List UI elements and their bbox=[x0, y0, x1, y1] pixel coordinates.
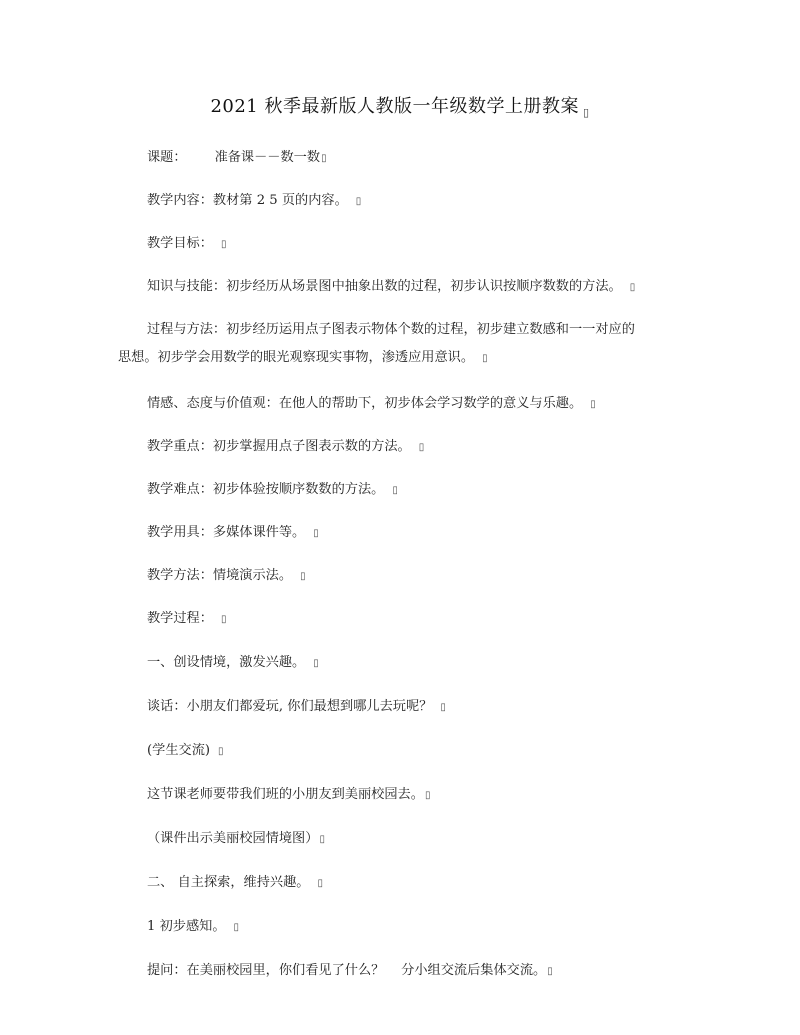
paragraph-mark: ▯ bbox=[440, 702, 446, 713]
teaching-process-text: 教学过程： bbox=[147, 611, 213, 626]
talk-text: 谈话：小朋友们都爱玩, 你们最想到哪儿去玩呢？ bbox=[147, 699, 433, 714]
courseware-text: （课件出示美丽校园情境图） bbox=[147, 831, 319, 846]
key-point-text: 教学重点：初步掌握用点子图表示数的方法。 bbox=[147, 439, 411, 454]
teaching-content-text: 教学内容：教材第 2 5 页的内容。 bbox=[147, 193, 348, 208]
paragraph-teaching-tools bbox=[147, 522, 707, 545]
paragraph-section-one bbox=[147, 652, 707, 675]
paragraph-teaching-process bbox=[147, 608, 707, 631]
paragraph-mark: ▯ bbox=[319, 834, 325, 845]
paragraph-mark: ▯ bbox=[313, 528, 319, 539]
paragraph-mark: ▯ bbox=[355, 196, 362, 207]
knowledge-skills-text: 知识与技能：初步经历从场景图中抽象出数的过程，初步认识按顺序数数的方法。 bbox=[147, 279, 622, 294]
paragraph-mark: ▯ bbox=[418, 442, 425, 453]
paragraph-mark: ▯ bbox=[424, 790, 431, 801]
paragraph-process-method-continuation bbox=[118, 347, 718, 370]
paragraph-mark: ▯ bbox=[300, 571, 306, 582]
paragraph-section-two bbox=[147, 872, 707, 895]
paragraph-mark: ▯ bbox=[220, 614, 227, 625]
process-method-text: 过程与方法：初步经历运用点子图表示物体个数的过程，初步建立数感和一一对应的 bbox=[147, 322, 635, 337]
paragraph-mark: ▯ bbox=[629, 282, 636, 293]
paragraph-process-method bbox=[147, 319, 707, 341]
paragraph-mark: ▯ bbox=[313, 658, 319, 669]
teaching-tools-text: 教学用具：多媒体课件等。 bbox=[147, 525, 306, 540]
paragraph-mark: ▯ bbox=[233, 922, 240, 933]
paragraph-question bbox=[147, 960, 707, 983]
title-text: 2021 秋季最新版人教版一年级数学上册教案 bbox=[210, 96, 579, 117]
paragraph-teacher-intro bbox=[147, 784, 707, 807]
student-exchange-text: (学生交流) bbox=[147, 743, 211, 758]
difficult-point-text: 教学难点：初步体验按顺序数数的方法。 bbox=[147, 482, 385, 497]
process-method-continuation-text: 思想。初步学会用数学的眼光观察现实事物，渗透应用意识。 bbox=[118, 350, 475, 365]
emotion-attitude-text: 情感、态度与价值观：在他人的帮助下，初步体会学习数学的意义与乐趣。 bbox=[147, 396, 583, 411]
teaching-goals-text: 教学目标： bbox=[147, 236, 213, 251]
section-one-text: 一、创设情境，激发兴趣。 bbox=[147, 655, 306, 670]
paragraph-teaching-method bbox=[147, 565, 707, 588]
lesson-topic-text: 准备课－－数一数 bbox=[214, 150, 321, 165]
paragraph-mark: ▯ bbox=[590, 399, 596, 410]
paragraph-mark: ▯ bbox=[321, 153, 327, 164]
document-title bbox=[0, 92, 800, 119]
paragraph-mark: ▯ bbox=[547, 966, 553, 977]
teacher-intro-text: 这节课老师要带我们班的小朋友到美丽校园去。 bbox=[147, 787, 424, 802]
paragraph-courseware bbox=[147, 828, 707, 851]
paragraph-knowledge-skills bbox=[147, 276, 707, 299]
paragraph-mark: ▯ bbox=[218, 746, 224, 757]
paragraph-mark: ▯ bbox=[482, 353, 488, 364]
paragraph-mark: ▯ bbox=[220, 239, 227, 250]
paragraph-teaching-content bbox=[147, 190, 707, 213]
teaching-method-text: 教学方法：情境演示法。 bbox=[147, 568, 293, 583]
section-two-text: 二、 自主探索，维持兴趣。 bbox=[147, 875, 310, 890]
paragraph-talk bbox=[147, 696, 707, 719]
paragraph-student-exchange bbox=[147, 740, 707, 763]
paragraph-initial-perception bbox=[147, 916, 707, 939]
title-mark: ▯ bbox=[582, 106, 590, 119]
paragraph-key-point bbox=[147, 436, 707, 459]
paragraph-emotion-attitude bbox=[147, 393, 707, 416]
question-text: 提问：在美丽校园里，你们看见了什么？ 分小组交流后集体交流。 bbox=[147, 963, 547, 978]
paragraph-teaching-goals bbox=[147, 233, 707, 256]
lesson-topic-label: 课题： bbox=[147, 150, 187, 165]
paragraph-mark: ▯ bbox=[317, 878, 323, 889]
paragraph-lesson-topic bbox=[147, 147, 707, 170]
paragraph-mark: ▯ bbox=[392, 485, 398, 496]
initial-perception-text: 1 初步感知。 bbox=[147, 919, 226, 934]
paragraph-difficult-point bbox=[147, 479, 707, 502]
